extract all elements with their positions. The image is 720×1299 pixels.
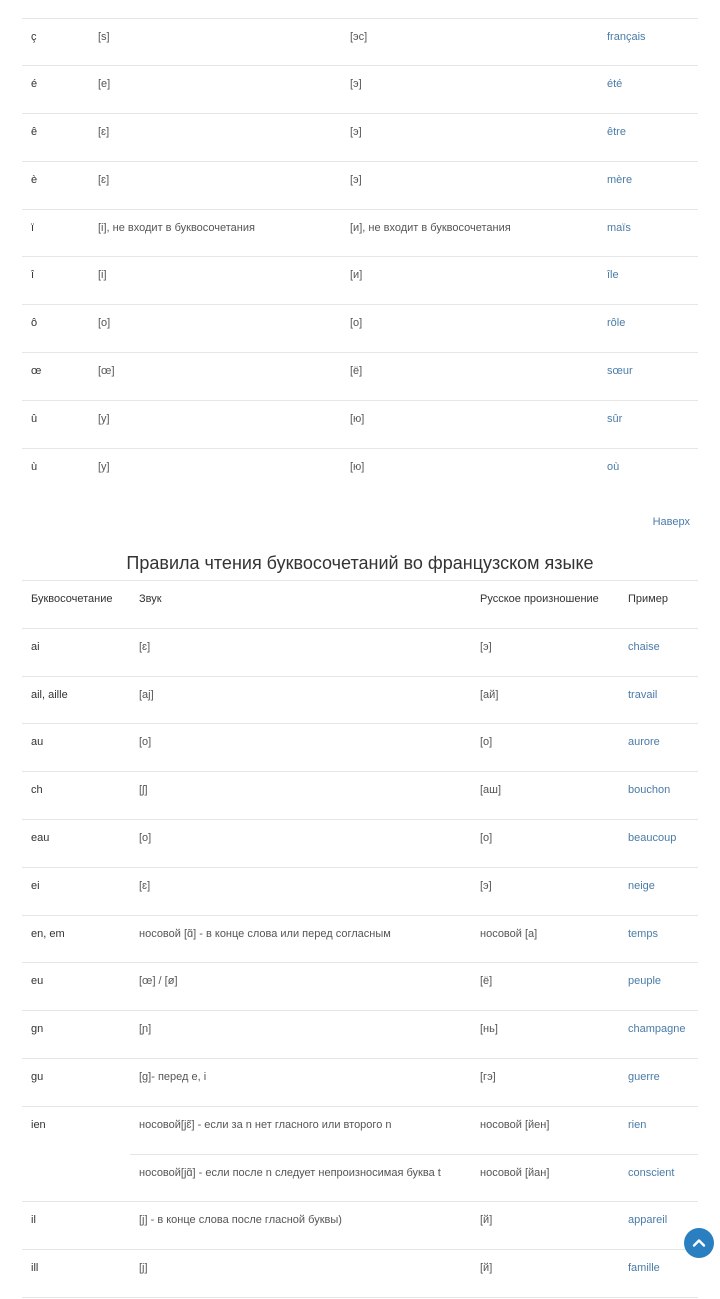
- sound-cell: [j] - в конце слова после гласной буквы): [130, 1202, 471, 1250]
- example-link[interactable]: beaucoup: [628, 831, 677, 844]
- combo-cell: gn: [22, 1011, 130, 1059]
- combo-cell: au: [22, 724, 130, 772]
- example-link[interactable]: où: [607, 460, 620, 473]
- sound-cell: [i], не входит в буквосочетания: [89, 209, 341, 257]
- table-row: [22, 353, 698, 401]
- combo-cell: ei: [22, 867, 130, 915]
- ru-pronunciation-cell: [аш]: [471, 772, 619, 820]
- example-link[interactable]: île: [607, 269, 619, 282]
- sound-cell: [e]: [89, 66, 341, 114]
- letters-table: [22, 0, 698, 496]
- example-link[interactable]: sœur: [607, 365, 633, 378]
- table-row: [22, 1058, 698, 1106]
- header-example: Пример: [619, 581, 698, 629]
- letter-cell: ê: [22, 114, 89, 162]
- table-row: [22, 257, 698, 305]
- sound-cell: [j]: [130, 1250, 471, 1298]
- example-link[interactable]: maïs: [607, 221, 631, 234]
- ru-pronunciation-cell: [о]: [471, 724, 619, 772]
- header-sound: Звук: [130, 581, 471, 629]
- example-link[interactable]: neige: [628, 879, 655, 892]
- sound-cell: [œ] / [ø]: [130, 963, 471, 1011]
- ru-pronunciation-cell: [гэ]: [471, 1058, 619, 1106]
- table-row: [22, 676, 698, 724]
- letter-cell: è: [22, 161, 89, 209]
- example-link[interactable]: été: [607, 78, 623, 91]
- table-row: [22, 448, 698, 496]
- example-link[interactable]: rôle: [607, 317, 626, 330]
- ru-pronunciation-cell: [ё]: [341, 353, 598, 401]
- sound-cell: носовой[jɑ̃] - если после n следует непроизносимая буква t: [130, 1154, 471, 1202]
- ru-pronunciation-cell: [о]: [471, 819, 619, 867]
- letter-cell: é: [22, 66, 89, 114]
- example-link[interactable]: chaise: [628, 640, 660, 653]
- table-row: [22, 161, 698, 209]
- table-header-row: [22, 581, 698, 629]
- sound-cell: [aj]: [130, 676, 471, 724]
- sound-cell: [ʃ]: [130, 772, 471, 820]
- example-link[interactable]: temps: [628, 927, 658, 940]
- sound-cell: [g]- перед e, i: [130, 1058, 471, 1106]
- ru-pronunciation-cell: носовой [а]: [471, 915, 619, 963]
- ru-pronunciation-cell: [и]: [341, 257, 598, 305]
- ru-pronunciation-cell: носовой [йен]: [471, 1106, 619, 1154]
- combo-cell: eu: [22, 963, 130, 1011]
- combo-cell: ai: [22, 628, 130, 676]
- letters-table-container: [22, 0, 698, 496]
- table-row: [22, 1154, 698, 1202]
- combo-cell: il: [22, 1202, 130, 1250]
- ru-pronunciation-cell: [й]: [471, 1250, 619, 1298]
- sound-cell: [o]: [130, 724, 471, 772]
- ru-pronunciation-cell: [эс]: [341, 18, 598, 66]
- combo-cell: gu: [22, 1058, 130, 1106]
- table-row: [22, 1202, 698, 1250]
- example-link[interactable]: être: [607, 126, 626, 139]
- combinations-table-container: [22, 580, 698, 1298]
- letter-cell: œ: [22, 353, 89, 401]
- table-row: [22, 628, 698, 676]
- header-ru: Русское произношение: [471, 581, 619, 629]
- ru-pronunciation-cell: [нь]: [471, 1011, 619, 1059]
- example-link[interactable]: sûr: [607, 412, 623, 425]
- table-row: [22, 1106, 698, 1154]
- table-row: [22, 819, 698, 867]
- sound-cell: [i]: [89, 257, 341, 305]
- sound-cell: [ɛ]: [130, 628, 471, 676]
- combo-cell: en, em: [22, 915, 130, 963]
- example-link[interactable]: travail: [628, 688, 658, 701]
- combo-cell: eau: [22, 819, 130, 867]
- sound-cell: [s]: [89, 18, 341, 66]
- ru-pronunciation-cell: [ай]: [471, 676, 619, 724]
- table-row: [22, 772, 698, 820]
- ru-pronunciation-cell: носовой [йан]: [471, 1154, 619, 1202]
- ru-pronunciation-cell: [э]: [341, 114, 598, 162]
- combo-cell: ien: [22, 1106, 130, 1154]
- back-to-top-link[interactable]: Наверх: [652, 516, 690, 528]
- example-link[interactable]: champagne: [628, 1023, 686, 1036]
- ru-pronunciation-cell: [э]: [341, 161, 598, 209]
- chevron-up-icon: [691, 1235, 707, 1251]
- ru-pronunciation-cell: [о]: [341, 305, 598, 353]
- sound-cell: [ɛ]: [89, 114, 341, 162]
- example-link[interactable]: appareil: [628, 1214, 668, 1227]
- sound-cell: [ɛ]: [130, 867, 471, 915]
- sound-cell: носовой[jɛ̃] - если за n нет гласного или второго n: [130, 1106, 471, 1154]
- table-row: [22, 66, 698, 114]
- sound-cell: [ɛ]: [89, 161, 341, 209]
- ru-pronunciation-cell: [й]: [471, 1202, 619, 1250]
- scroll-top-button[interactable]: [684, 1228, 714, 1258]
- table-row: [22, 724, 698, 772]
- letter-cell: î: [22, 257, 89, 305]
- header-combo: Буквосочетание: [22, 581, 130, 629]
- example-link[interactable]: mère: [607, 173, 633, 186]
- sound-cell: носовой [ɑ̃] - в конце слова или перед согласным: [130, 915, 471, 963]
- combo-cell: [22, 1154, 130, 1202]
- letter-cell: ô: [22, 305, 89, 353]
- section-title: Правила чтения буквосочетаний во французском языке: [126, 553, 594, 573]
- letter-cell: ï: [22, 209, 89, 257]
- combo-cell: ch: [22, 772, 130, 820]
- table-row: [22, 1250, 698, 1298]
- ru-pronunciation-cell: [ё]: [471, 963, 619, 1011]
- combo-cell: ill: [22, 1250, 130, 1298]
- ru-pronunciation-cell: [ю]: [341, 400, 598, 448]
- table-row: [22, 963, 698, 1011]
- letter-cell: û: [22, 400, 89, 448]
- table-row: [22, 915, 698, 963]
- sound-cell: [y]: [89, 400, 341, 448]
- example-link[interactable]: guerre: [628, 1070, 660, 1083]
- example-link[interactable]: bouchon: [628, 784, 671, 797]
- table-row: [22, 18, 698, 66]
- example-link[interactable]: peuple: [628, 975, 662, 988]
- table-row: [22, 209, 698, 257]
- example-link[interactable]: famille: [628, 1262, 660, 1275]
- ru-pronunciation-cell: [э]: [341, 66, 598, 114]
- ru-pronunciation-cell: [э]: [471, 867, 619, 915]
- table-row: [22, 305, 698, 353]
- combinations-table: [22, 580, 698, 1298]
- sound-cell: [o]: [89, 305, 341, 353]
- table-row: [22, 114, 698, 162]
- ru-pronunciation-cell: [ю]: [341, 448, 598, 496]
- ru-pronunciation-cell: [и], не входит в буквосочетания: [341, 209, 598, 257]
- ru-pronunciation-cell: [э]: [471, 628, 619, 676]
- sound-cell: [ɲ]: [130, 1011, 471, 1059]
- combo-cell: ail, aille: [22, 676, 130, 724]
- example-link[interactable]: français: [607, 30, 646, 43]
- table-row: [22, 1011, 698, 1059]
- table-row: [22, 867, 698, 915]
- example-link[interactable]: aurore: [628, 736, 660, 749]
- sound-cell: [y]: [89, 448, 341, 496]
- table-row: [22, 400, 698, 448]
- sound-cell: [œ]: [89, 353, 341, 401]
- example-link[interactable]: rien: [628, 1118, 647, 1131]
- example-link[interactable]: conscient: [628, 1166, 675, 1179]
- sound-cell: [o]: [130, 819, 471, 867]
- letter-cell: ù: [22, 448, 89, 496]
- letter-cell: ç: [22, 18, 89, 66]
